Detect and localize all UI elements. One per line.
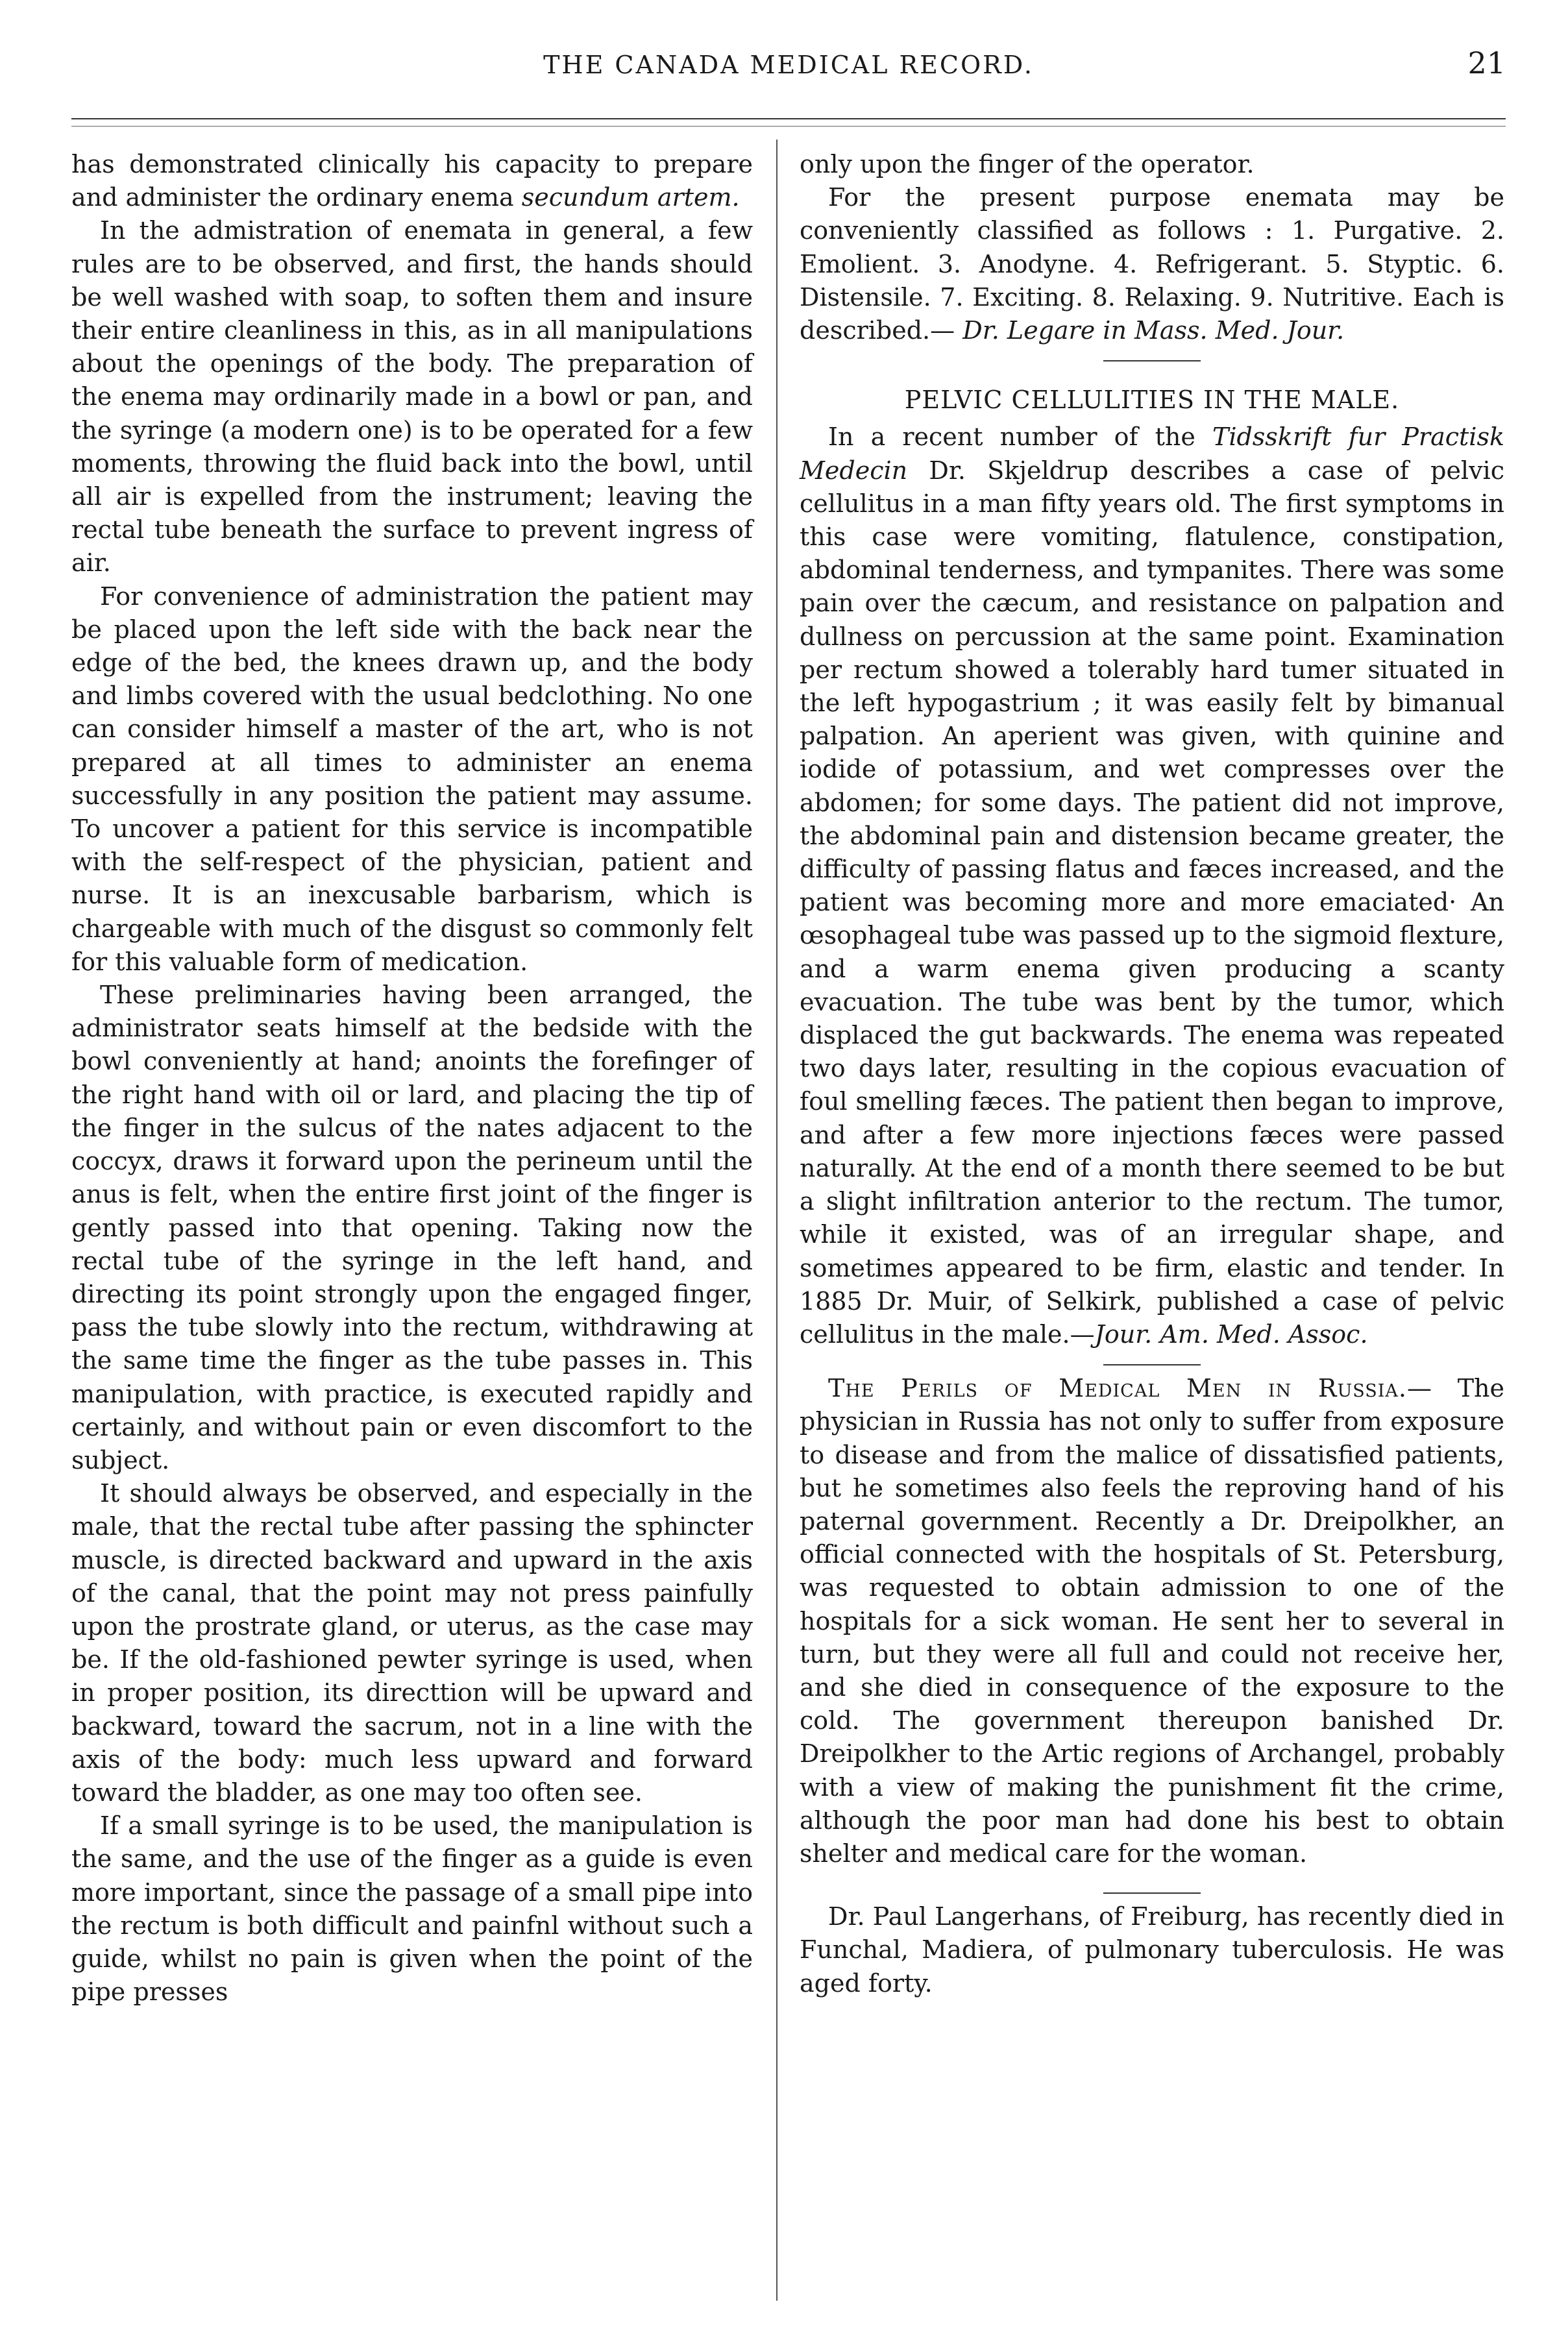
italic-phrase: secundum artem. [521, 183, 740, 212]
paragraph: These preliminaries having been arranged, the administrator seats himself at the bedside with the bowl conveniently at hand; anoints the forefinger of the right hand with oil or lard, and placing the tip of the finger in the sulcus of the nates adjacent to the coccyx, draws it forward upon the perineum until the anus is felt, when the entire first joint of the finger is gently passed into that opening. Taking now the rectal tube of the syringe in the left hand, and directing its point strongly upon the engaged finger, pass the tube slowly into the rectum, withdrawing at the same time the finger as the tube passes in. This manipulation, with practice, is executed rapidly and certainly, and without pain or even discomfort to the subject. [71, 981, 753, 1475]
source-citation: Dr. Legare in Mass. Med. Jour. [962, 316, 1345, 345]
right-column [800, 148, 1504, 2000]
paragraph-text: has demonstrated clinically his capacity to prepare and administer the ordinary enema [71, 150, 753, 212]
source-citation: Jour. Am. Med. Assoc. [1094, 1319, 1368, 1349]
article-title: The Perils of Medical Men in Russia. [828, 1374, 1407, 1403]
journal-title: THE CANADA MEDICAL RECORD. [543, 51, 1034, 79]
paragraph [800, 421, 1504, 1351]
section-rule [1103, 1892, 1201, 1894]
paragraph: It should always be observed, and especially in the male, that the rectal tube after passing the sphincter muscle, is directed backward and upward in the axis of the canal, that the point may not press painfully upon the prostrate gland, or uterus, as the case may be. If the old-fashioned pewter syringe is used, when in proper position, its directtion will be upward and backward, toward the sacrum, not in a line with the axis of the body: much less upward and forward toward the bladder, as one may too often see. [71, 1479, 753, 1807]
paragraph [800, 181, 1504, 347]
paragraph: Dr. Paul Langerhans, of Freiburg, has recently died in Funchal, Madiera, of pulmonary tuberculosis. He was aged forty. [800, 1902, 1504, 1998]
paragraph: For convenience of administration the patient may be placed upon the left side with the back near the edge of the bed, the knees drawn up, and the body and limbs covered with the usual bedclothing. No one can consider himself a master of the art, who is not prepared at all times to administer an enema successfully in any position the patient may assume. To uncover a patient for this service is incompatible with the self-respect of the physician, patient and nurse. It is an inexcusable barbarism, which is chargeable with much of the disgust so commonly felt for this valuable form of medication. [71, 581, 753, 976]
paragraph: only upon the finger of the operator. [800, 150, 1255, 178]
paragraph [800, 1372, 1504, 1870]
page-number: 21 [1467, 45, 1506, 80]
section-heading: PELVIC CELLULITIES IN THE MALE. [904, 386, 1400, 415]
paragraph-text: Dr. Skjeldrup describes a case of pelvic cellulitus in a man fifty years old. The first symptoms in this case were vomiting, flatulence, constipation, abdominal tenderness, and tympanites. There was some pain over the cæcum, and resistance on palpation and dullness on percussion at the same point. Examination per rectum showed a tolerably hard tumer situated in the left hypogastrium ; it was easily felt by bimanual palpation. An aperient was given, with quinine and iodide of potassium, and wet compresses over the abdomen; for some days. The patient did not improve, the abdominal pain and distension became greater, the difficulty of passing flatus and fæces increased, and the patient was becoming more and more emaciated· An œsophageal tube was passed up to the sigmoid flexture, and a warm enema given producing a scanty evacuation. The tube was bent by the tumor, which displaced the gut backwards. The enema was repeated two days later, resulting in the copious evacuation of foul smelling fæces. The patient then began to improve, and after a few more injections fæces were passed naturally. At the end of a month there seemed to be but a slight infiltration anterior to the rectum. The tumor, while it existed, was of an irregular shape, and sometimes appeared to be firm, elastic and tender. In 1885 Dr. Muir, of Selkirk, published a case of pelvic cellulitus in the male.— [800, 456, 1504, 1349]
header-rule [71, 118, 1506, 119]
journal-name: Tidsskrift fur Practisk Medecin [800, 422, 1504, 485]
section-rule [1103, 1364, 1201, 1365]
paragraph: If a small syringe is to be used, the manipulation is the same, and the use of the finger as a guide is even more important, since the passage of a small pipe into the rectum is both difficult and painfnl without such a guide, whilst no pain is given when the point of the pipe presses [71, 1811, 753, 2007]
paragraph-text: — The physician in Russia has not only to suffer from exposure to disease and from the malice of dissatisfied patients, but he sometimes also feels the reproving hand of his paternal government. Recently a Dr. Dreipolkher, an official connected with the hospitals of St. Petersburg, was requested to obtain admission to one of the hospitals for a sick woman. He sent her to several in turn, but they were all full and could not receive her, and she died in consequence of the exposure to the cold. The government thereupon banished Dr. Dreipolkher to the Artic regions of Archangel, probably with a view of making the punishment fit the crime, although the poor man had done his best to obtain shelter and medical care for the woman. [800, 1374, 1504, 1868]
column-divider [776, 140, 778, 2301]
section-rule [1103, 360, 1201, 361]
left-column [71, 148, 753, 2009]
paragraph-text: In a recent number of the [828, 422, 1195, 452]
paragraph [71, 148, 753, 214]
running-header [71, 45, 1506, 103]
paragraph-text: For the present purpose enemata may be conveniently classified as follows : 1. Purgative. 2. Emolient. 3. Anodyne. 4. Refrigerant. 5. Styptic. 6. Distensile. 7. Exciting. 8. Relaxing. 9. Nutritive. Each is described.— [800, 183, 1504, 345]
header-rule-thin [71, 126, 1506, 127]
paragraph: In the admistration of enemata in general, a few rules are to be observed, and first, the hands should be well washed with soap, to soften them and insure their entire cleanliness in this, as in all manipulations about the openings of the body. The preparation of the enema may ordinarily made in a bowl or pan, and the syringe (a modern one) is to be operated for a few moments, throwing the fluid back into the bowl, until all air is expelled from the instrument; leaving the rectal tube beneath the surface to prevent ingress of air. [71, 216, 753, 578]
